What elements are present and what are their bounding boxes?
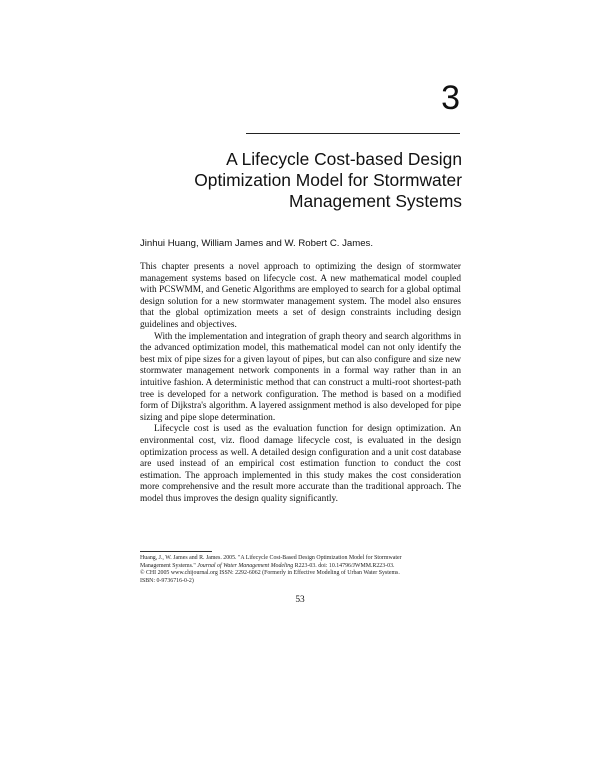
- body-paragraph-1: This chapter presents a novel approach to optimizing the design of stormwater management systems based on lifecycle cost. A new mathematical model coupled with PCSWMM, and Genetic Algorithms are employed to search for a global optimal design solution for a new stormwater management system. The model also ensures that the global optimization meets a set of design constraints including design guidelines and objectives.: [140, 262, 461, 330]
- chapter-title: [150, 149, 462, 212]
- chapter-title-line-2: Optimization Model for Stormwater: [194, 170, 462, 190]
- chapter-title-line-3: Management Systems: [288, 191, 462, 211]
- body-paragraph-3: Lifecycle cost is used as the evaluation function for design optimization. An environmental cost, viz. flood damage lifecycle cost, is evaluated in the design optimization process as well. A detailed design configuration and a unit cost database are used instead of an empirical cost estimation function to conduct the cost estimation. The approach implemented in this study makes the cost consideration more comprehensive and the result more accurate than the traditional approach. The model thus improves the design quality significantly.: [140, 424, 461, 504]
- footnote-isbn-line: ISBN: 0-9736716-0-2): [140, 577, 194, 584]
- authors: Jinhui Huang, William James and W. Robert C. James.: [140, 238, 373, 249]
- page-number: 53: [295, 595, 305, 605]
- footnote-citation-pre: Management Systems.": [140, 562, 198, 569]
- chapter-title-line-1: A Lifecycle Cost-based Design: [226, 149, 462, 169]
- footnote-citation-line-1: Huang, J., W. James and R. James. 2005. "A Lifecycle Cost-Based Design Optimization Model for Stormwater: [140, 555, 402, 561]
- chapter-number: 3: [441, 79, 460, 117]
- footnote-rule: [140, 551, 212, 552]
- body-paragraph-2: With the implementation and integration of graph theory and search algorithms in the advanced optimization model, this mathematical model can not only identify the best mix of pipe sizes for a given layout of pipes, but can also configure and size new stormwater management network components in a formal way rather than in an intuitive fashion. A deterministic method that can construct a multi-root shortest-path tree is developed for a network configuration. The method is based on a modified form of Dijkstra's algorithm. A layered assignment method is also developed for pipe sizing and pipe slope determination.: [140, 331, 461, 423]
- body-text: [140, 262, 461, 505]
- footnote-copyright-line: © CHI 2005 www.chijournal.org ISSN: 2292-6062 (Formerly in Effective Modeling of Urban Water Systems.: [140, 570, 400, 577]
- chapter-rule: [246, 133, 460, 134]
- footnote-citation-post: R223-03. doi: 10.14796/JWMM.R223-03.: [293, 562, 395, 569]
- footnote-journal-name: Journal of Water Management Modeling: [197, 562, 294, 569]
- footnote: [140, 555, 465, 585]
